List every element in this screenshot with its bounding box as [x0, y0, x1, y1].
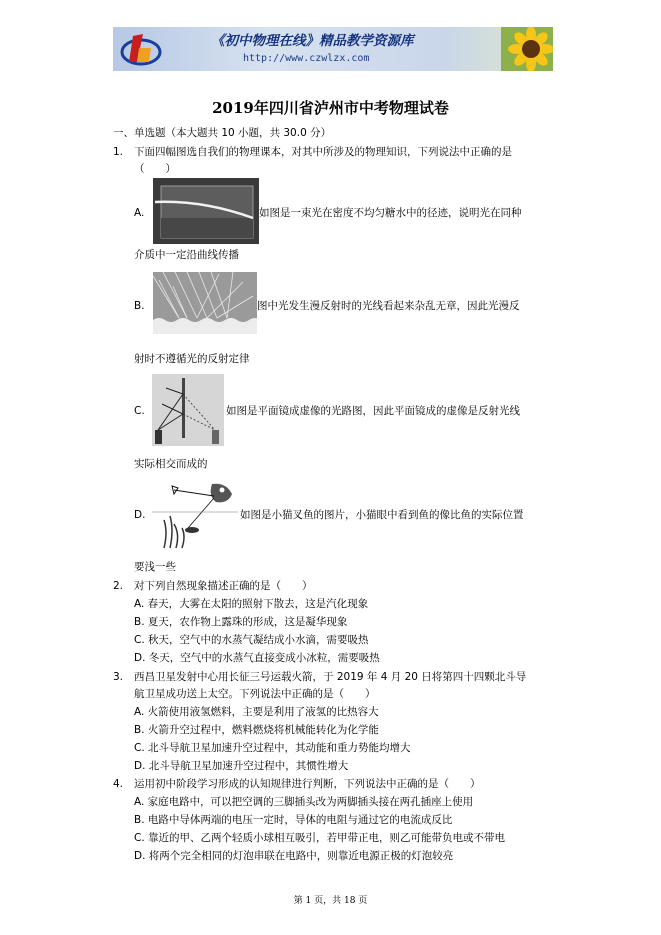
q2-number: 2.: [113, 580, 124, 592]
banner-url[interactable]: http://www.czwlzx.com: [243, 53, 370, 64]
q3-stem-line2: 航卫星成功送上太空。下列说法中正确的是（ ）: [134, 688, 376, 700]
page-title: 2019年四川省泸州市中考物理试卷: [212, 99, 449, 117]
q2-option-a: A. 春天，大雾在太阳的照射下散去，这是汽化现象: [134, 598, 369, 610]
q1-option-d-text-line1: 如图是小猫叉鱼的图片，小猫眼中看到鱼的像比鱼的实际位置: [240, 509, 524, 521]
sunflower-icon: [501, 27, 553, 71]
page-number-footer: 第 1 页，共 18 页: [293, 896, 368, 906]
site-logo-icon: [119, 30, 163, 68]
q1-number: 1.: [113, 146, 124, 158]
q3-option-c: C. 北斗导航卫星加速升空过程中，其动能和重力势能均增大: [134, 742, 411, 754]
q1-option-d-text-line2: 要浅一些: [134, 561, 176, 573]
q2-option-b: B. 夏天，农作物上露珠的形成，这是凝华现象: [134, 616, 348, 628]
q1-option-b-text-line1: 图中光发生漫反射时的光线看起来杂乱无章，因此光漫反: [257, 300, 520, 312]
q1-option-b-text-line2: 射时不遵循光的反射定律: [134, 353, 250, 365]
q4-number: 4.: [113, 778, 124, 790]
q3-option-a: A. 火箭使用液氢燃料，主要是利用了液氢的比热容大: [134, 706, 379, 718]
q1-stem-line2: （ ）: [134, 163, 176, 175]
light-in-sugar-water-image: [153, 178, 259, 244]
plane-mirror-ray-diagram: [152, 374, 224, 446]
q1-option-c-text-line2: 实际相交而成的: [134, 458, 208, 470]
q3-stem-line1: 西昌卫星发射中心用长征三号运载火箭，于 2019 年 4 月 20 日将第四十四颗北斗导: [134, 671, 527, 683]
q1-option-b-label: B.: [134, 300, 145, 312]
q1-option-a-label: A.: [134, 207, 145, 219]
q2-option-c: C. 秋天，空气中的水蒸气凝结成小水滴，需要吸热: [134, 634, 369, 646]
q4-option-d: D. 将两个完全相同的灯泡串联在电路中，则靠近电源正极的灯泡较亮: [134, 850, 454, 862]
section-heading: 一、单选题（本大题共 10 小题，共 30.0 分）: [113, 127, 332, 139]
q1-option-a-text-line1: 如图是一束光在密度不均匀糖水中的径迹，说明光在同种: [259, 207, 522, 219]
q3-number: 3.: [113, 671, 124, 683]
q2-option-d: D. 冬天，空气中的水蒸气直接变成小冰粒，需要吸热: [134, 652, 380, 664]
q4-option-b: B. 电路中导体两端的电压一定时，导体的电阻与通过它的电流成反比: [134, 814, 453, 826]
q2-stem: 对下列自然现象描述正确的是（ ）: [134, 580, 313, 592]
diffuse-reflection-image: [153, 272, 257, 334]
q4-option-c: C. 靠近的甲、乙两个轻质小球相互吸引，若甲带正电，则乙可能带负电或不带电: [134, 832, 506, 844]
q4-option-a: A. 家庭电路中，可以把空调的三脚插头改为两脚插头接在两孔插座上使用: [134, 796, 474, 808]
q3-option-b: B. 火箭升空过程中，燃料燃烧将机械能转化为化学能: [134, 724, 379, 736]
q4-stem: 运用初中阶段学习形成的认知规律进行判断，下列说法中正确的是（ ）: [134, 778, 481, 790]
q1-stem-line1: 下面四幅图选自我们的物理课本，对其中所涉及的物理知识，下列说法中正确的是: [134, 146, 512, 158]
q1-option-d-label: D.: [134, 509, 146, 521]
q3-option-d: D. 北斗导航卫星加速升空过程中，其惯性增大: [134, 760, 349, 772]
header-banner: [113, 27, 553, 71]
q1-option-a-text-line2: 介质中一定沿曲线传播: [134, 249, 239, 261]
banner-title: 《初中物理在线》精品教学资源库: [211, 33, 414, 49]
q1-option-c-label: C.: [134, 405, 145, 417]
q1-option-c-text-line1: 如图是平面镜成虚像的光路图，因此平面镜成的虚像是反射光线: [226, 405, 520, 417]
cat-spearing-fish-image: [152, 480, 238, 550]
